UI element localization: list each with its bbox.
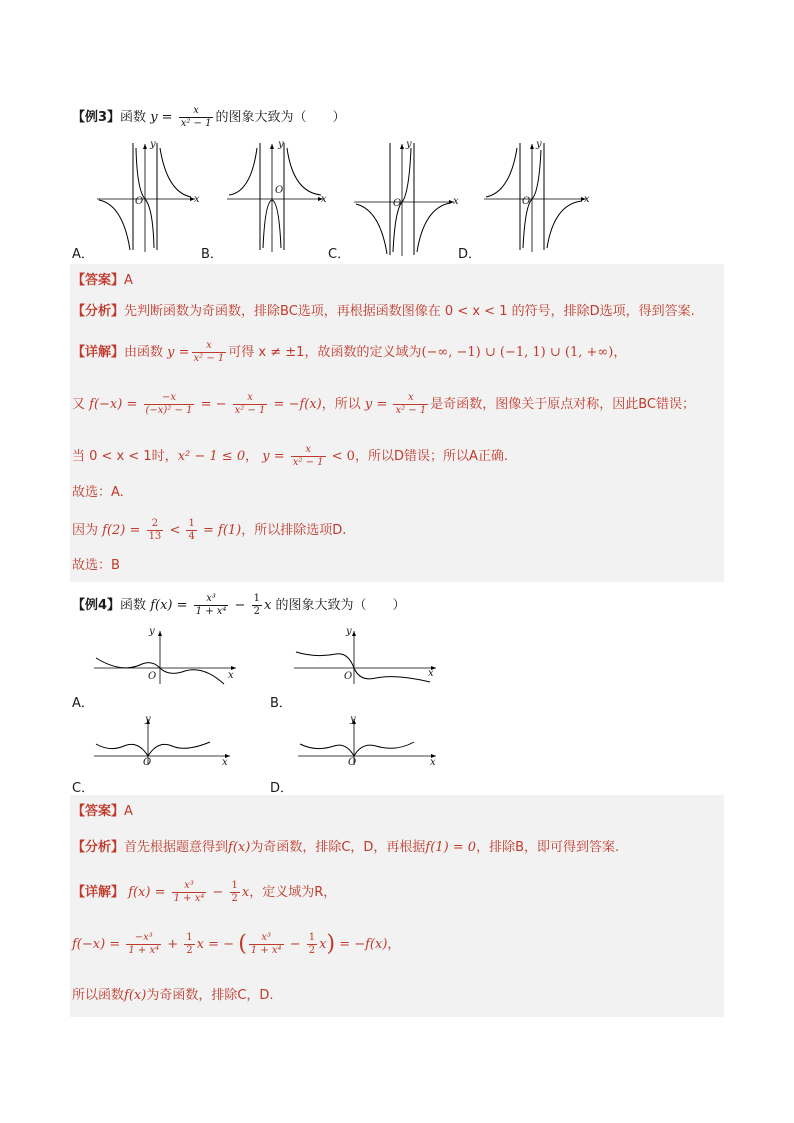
ex4-graph-c [92, 716, 242, 766]
origin-label: O [275, 185, 284, 196]
ex3-graph-a [95, 140, 205, 255]
origin-label: O [135, 196, 144, 207]
origin-label: O [344, 671, 353, 682]
axis-y-label: y [350, 714, 356, 725]
ex3-choose-2: 故选：B [72, 558, 120, 573]
ex4-option-c: C． [72, 781, 95, 796]
origin-label: O [393, 198, 402, 209]
ex3-graph-d [482, 140, 594, 255]
ex4-solution-background [70, 795, 724, 1017]
ex4-question: 【例4】函数 f(x) = $\frac{\text{x³}}{\text{1 + x⁴}}$ − $\frac{1}{2}$ x 的图象大致为（ ） [72, 593, 406, 617]
ex4-option-d: D． [270, 781, 294, 796]
ex4-graph-a [92, 628, 242, 686]
axis-x-label: x [321, 194, 327, 205]
ex4-head: 【例4】 [72, 598, 121, 613]
axis-x-label: x [430, 757, 436, 768]
ex3-question: 【例3】函数 y = $\frac{x}{\text{x² − 1}}$ 的图象大致为（ ） [72, 105, 346, 129]
ex3-option-d: D． [458, 247, 482, 262]
ex4-analysis: 【分析】首先根据题意得到f(x)为奇函数，排除C，D，再根据f(1) = 0，排除B，即可得到答案. [72, 840, 620, 855]
axis-y-label: y [346, 626, 352, 637]
ex4-answer: 【答案】A [72, 804, 133, 819]
ex4-detail-3: 所以函数f(x)为奇函数，排除C，D. [72, 988, 274, 1003]
axis-y-label: y [150, 139, 156, 150]
ex3-because: 因为 f(2) = $\frac{2}{13}$ < $\frac{1}{4}$ = f(1)，所以排除选项D. [72, 518, 347, 542]
origin-label: O [348, 757, 357, 768]
axis-x-label: x [428, 668, 434, 679]
ex3-detail-3: 当 0 < x < 1时，x² − 1 ≤ 0， y = $\frac{x}{\text{x² − 1}}$ < 0，所以D错误；所以A正确. [72, 444, 508, 468]
ex3-option-a: A． [72, 247, 94, 262]
axis-y-label: y [536, 139, 542, 150]
ex4-detail-1: 【详解】 f(x) = $\frac{\text{x³}}{\text{1 + x⁴}}$ − $\frac{1}{2}$ x，定义域为R， [72, 880, 337, 904]
ex3-option-c: C． [328, 247, 351, 262]
ex3-analysis: 【分析】先判断函数为奇函数，排除BC选项，再根据函数图像在 0 < x < 1 的符号，排除D选项，得到答案. [72, 304, 695, 319]
ex3-option-b: B． [201, 247, 223, 262]
ex3-answer: 【答案】A [72, 273, 133, 288]
origin-label: O [143, 757, 152, 768]
ex3-graph-c [352, 140, 462, 258]
ex4-detail-2: f(−x) = $\frac{\text{−x³}}{\text{1 + x⁴}}$ + $\frac{1}{2}$ x = − ( $\frac{\text{x³}}{\text{1 + x⁴}}$ − $\frac{1}{2}$ x) = −f(x)， [72, 931, 401, 957]
ex4-graph-d [296, 716, 446, 766]
axis-y-label: y [149, 626, 155, 637]
ex3-graph-b [225, 140, 330, 255]
ex4-graph-b [292, 628, 442, 686]
origin-label: O [148, 671, 157, 682]
axis-x-label: x [228, 670, 234, 681]
axis-x-label: x [222, 757, 228, 768]
axis-x-label: x [584, 194, 590, 205]
fraction: $\frac{x}{\text{x² − 1}}$ [180, 105, 212, 129]
ex4-option-b: B． [270, 696, 292, 711]
axis-y-label: y [145, 714, 151, 725]
origin-label: O [522, 196, 531, 207]
axis-y-label: y [406, 139, 412, 150]
axis-x-label: x [194, 194, 200, 205]
ex4-option-a: A． [72, 696, 94, 711]
ex3-head: 【例3】 [72, 110, 121, 125]
axis-x-label: x [453, 196, 459, 207]
axis-y-label: y [278, 139, 284, 150]
ex3-choose-1: 故选：A. [72, 485, 124, 500]
ex3-detail-2: 又 f(−x) = $\frac{-x}{\text{(−x)² − 1}}$ = − $\frac{x}{\text{x² − 1}}$ = −f(x)，所以 y = $\frac{x}{\text{x² − 1}}$ 是奇函数，图像关于原点对称，因此BC错误； [72, 392, 695, 416]
ex3-detail-1: 【详解】由函数 y = $\frac{x}{\text{x² − 1}}$ 可得 x ≠ ±1，故函数的定义域为(−∞, −1) ∪ (−1, 1) ∪ (1, +∞)， [72, 340, 627, 364]
